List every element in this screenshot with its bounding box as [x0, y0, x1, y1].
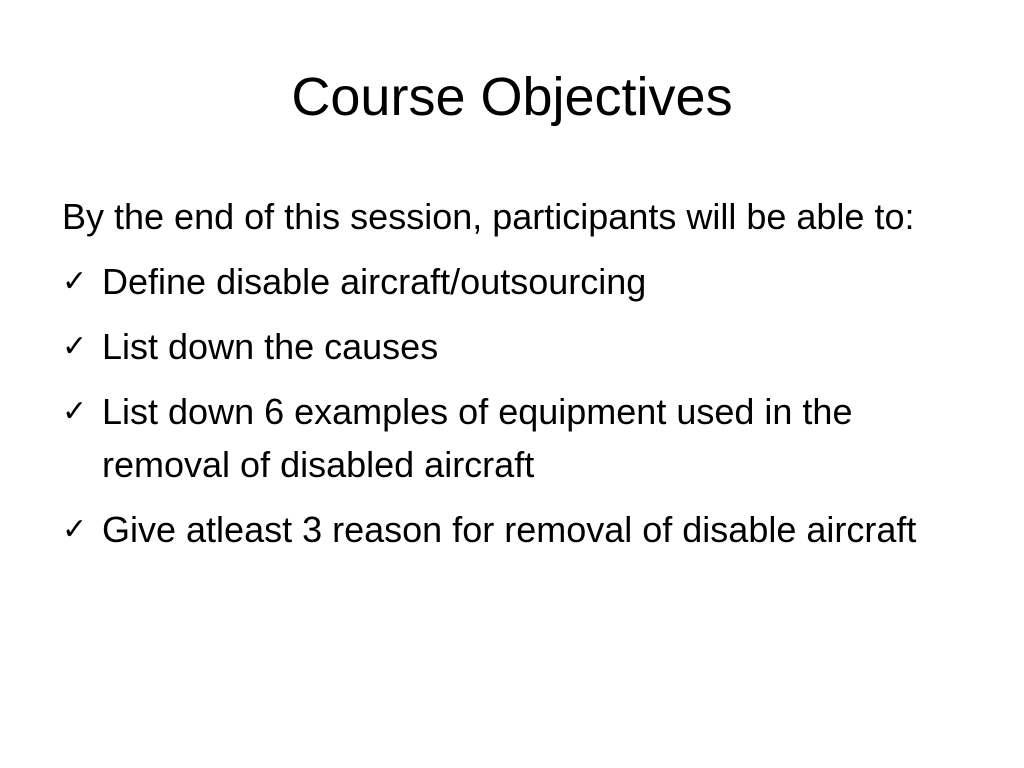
objective-item	[62, 385, 962, 491]
objective-text: Give atleast 3 reason for removal of disable aircraft	[102, 509, 917, 550]
objective-item	[62, 320, 962, 373]
intro-text: By the end of this session, participants will be able to:	[62, 196, 915, 237]
objective-text: List down 6 examples of equipment used in the removal of disabled aircraft	[102, 391, 853, 485]
objective-text: Define disable aircraft/outsourcing	[102, 261, 647, 302]
objective-item	[62, 503, 962, 556]
objective-item	[62, 255, 962, 308]
checkmark-icon: ✓	[62, 512, 88, 547]
checkmark-icon: ✓	[62, 329, 88, 364]
slide-title: Course Objectives	[291, 67, 733, 127]
objectives-list	[62, 190, 962, 568]
objective-text: List down the causes	[102, 326, 439, 367]
checkmark-icon: ✓	[62, 264, 88, 299]
checkmark-icon: ✓	[62, 394, 88, 429]
